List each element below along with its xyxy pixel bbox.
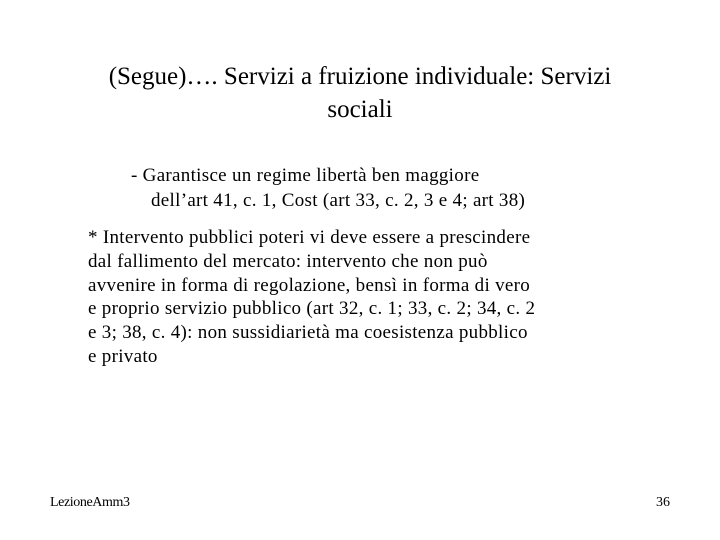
title-line: (Segue)…. Servizi a fruizione individuale: Servizi [108, 63, 612, 90]
paragraph-line: dal fallimento del mercato: intervento che non può [88, 250, 488, 272]
bullet-dash-paragraph [131, 163, 525, 213]
slide-title [40, 60, 680, 126]
paragraph-line: dell’art 41, c. 1, Cost (art 33, c. 2, 3 e 4; art 38) [151, 190, 526, 211]
paragraph-line: - Garantisce un regime libertà ben maggiore [131, 165, 480, 186]
paragraph-line: avvenire in forma di regolazione, bensì in forma di vero [88, 274, 531, 296]
paragraph-line: e 3; 38, c. 4): non sussidiarietà ma coesistenza pubblico [88, 322, 528, 344]
paragraph-line: * Intervento pubblici poteri vi deve essere a prescindere [88, 227, 531, 248]
footer-presentation-name: LezioneAmm3 [50, 495, 130, 510]
paragraph-line: e proprio servizio pubblico (art 32, c. 1; 33, c. 2; 34, c. 2 [88, 298, 536, 320]
bullet-star-paragraph [88, 226, 668, 369]
footer-page-number: 36 [656, 495, 670, 510]
paragraph-line: e privato [88, 345, 158, 367]
title-line: sociali [327, 96, 393, 123]
